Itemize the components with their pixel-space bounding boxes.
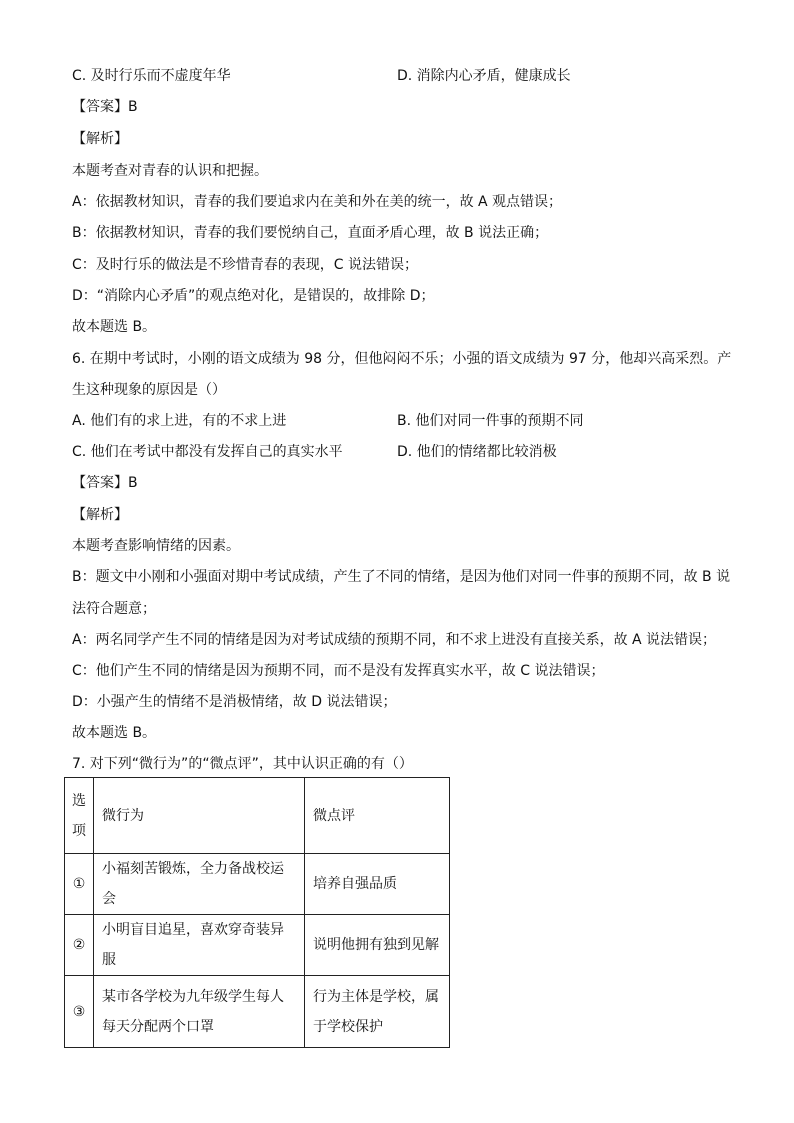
table-row (65, 976, 450, 1048)
q6-analysis-label: 【解析】 (72, 507, 128, 523)
header-behavior-cell: 微行为 (94, 778, 305, 854)
q5-option-d: D. 消除内心矛盾，健康成长 (397, 68, 571, 84)
header-option-char: 项 (72, 822, 86, 839)
q6-analysis-line: A：两名同学产生不同的情绪是因为对考试成绩的预期不同，和不求上进没有直接关系，故 A 说法错误； (72, 632, 717, 648)
row-comment (305, 976, 450, 1048)
row-behavior (94, 976, 305, 1048)
q7-stem: 7. 对下列“微行为”的“微点评”，其中认识正确的有（） (72, 756, 413, 772)
table-row (65, 915, 450, 976)
q6-analysis-line: 法符合题意； (72, 601, 156, 617)
header-comment-cell: 微点评 (305, 778, 450, 854)
q5-analysis-line: B：依据教材知识，青春的我们要悦纳自己，直面矛盾心理，故 B 说法正确； (72, 225, 549, 241)
q6-option-b: B. 他们对同一件事的预期不同 (397, 413, 584, 429)
q5-analysis-label: 【解析】 (72, 131, 128, 147)
row-behavior: 小明盲目追星，喜欢穿奇装异服 (94, 915, 305, 976)
table-row (65, 854, 450, 915)
q6-analysis-line: 本题考查影响情绪的因素。 (72, 538, 240, 554)
q5-answer: 【答案】B (72, 99, 138, 115)
row-comment: 说明他拥有独到见解 (305, 915, 450, 976)
q6-conclusion: 故本题选 B。 (72, 725, 157, 741)
q5-analysis-line: A：依据教材知识，青春的我们要追求内在美和外在美的统一，故 A 观点错误； (72, 194, 563, 210)
row-number: ② (65, 915, 94, 976)
header-option-char: 选 (72, 792, 86, 809)
q6-option-a: A. 他们有的求上进，有的不求上进 (72, 413, 287, 429)
row-comment-line: 于学校保护 (313, 1018, 383, 1035)
table-header-row (65, 778, 450, 854)
row-behavior: 小福刻苦锻炼，全力备战校运会 (94, 854, 305, 915)
q5-analysis-line: D：“消除内心矛盾”的观点绝对化，是错误的，故排除 D； (72, 288, 435, 304)
row-number: ① (65, 854, 94, 915)
q5-analysis-line: C：及时行乐的做法是不珍惜青春的表现，C 说法错误； (72, 257, 418, 273)
q6-answer: 【答案】B (72, 475, 138, 491)
q6-option-d: D. 他们的情绪都比较消极 (397, 444, 557, 460)
q6-stem-line1: 6. 在期中考试时，小刚的语文成绩为 98 分，但他闷闷不乐；小强的语文成绩为 97 分，他却兴高采烈。产 (72, 351, 732, 367)
q5-option-c: C. 及时行乐而不虚度年华 (72, 68, 231, 84)
header-option-cell (65, 778, 94, 854)
row-behavior-line: 某市各学校为九年级学生每人 (102, 988, 284, 1005)
row-comment: 培养自强品质 (305, 854, 450, 915)
row-comment-line: 行为主体是学校，属 (313, 988, 439, 1005)
q6-analysis-line: D：小强产生的情绪不是消极情绪，故 D 说法错误； (72, 694, 397, 710)
row-number: ③ (65, 976, 94, 1048)
q6-stem-line2: 生这种现象的原因是（） (72, 382, 226, 398)
q6-analysis-line: B：题文中小刚和小强面对期中考试成绩，产生了不同的情绪，是因为他们对同一件事的预期不同，故 B 说 (72, 569, 731, 585)
q6-option-c: C. 他们在考试中都没有发挥自己的真实水平 (72, 444, 343, 460)
q5-analysis-line: 本题考查对青春的认识和把握。 (72, 163, 268, 179)
q6-analysis-line: C：他们产生不同的情绪是因为预期不同，而不是没有发挥真实水平，故 C 说法错误； (72, 663, 605, 679)
q7-table (64, 777, 450, 1048)
row-behavior-line: 每天分配两个口罩 (102, 1018, 214, 1035)
q5-conclusion: 故本题选 B。 (72, 319, 157, 335)
